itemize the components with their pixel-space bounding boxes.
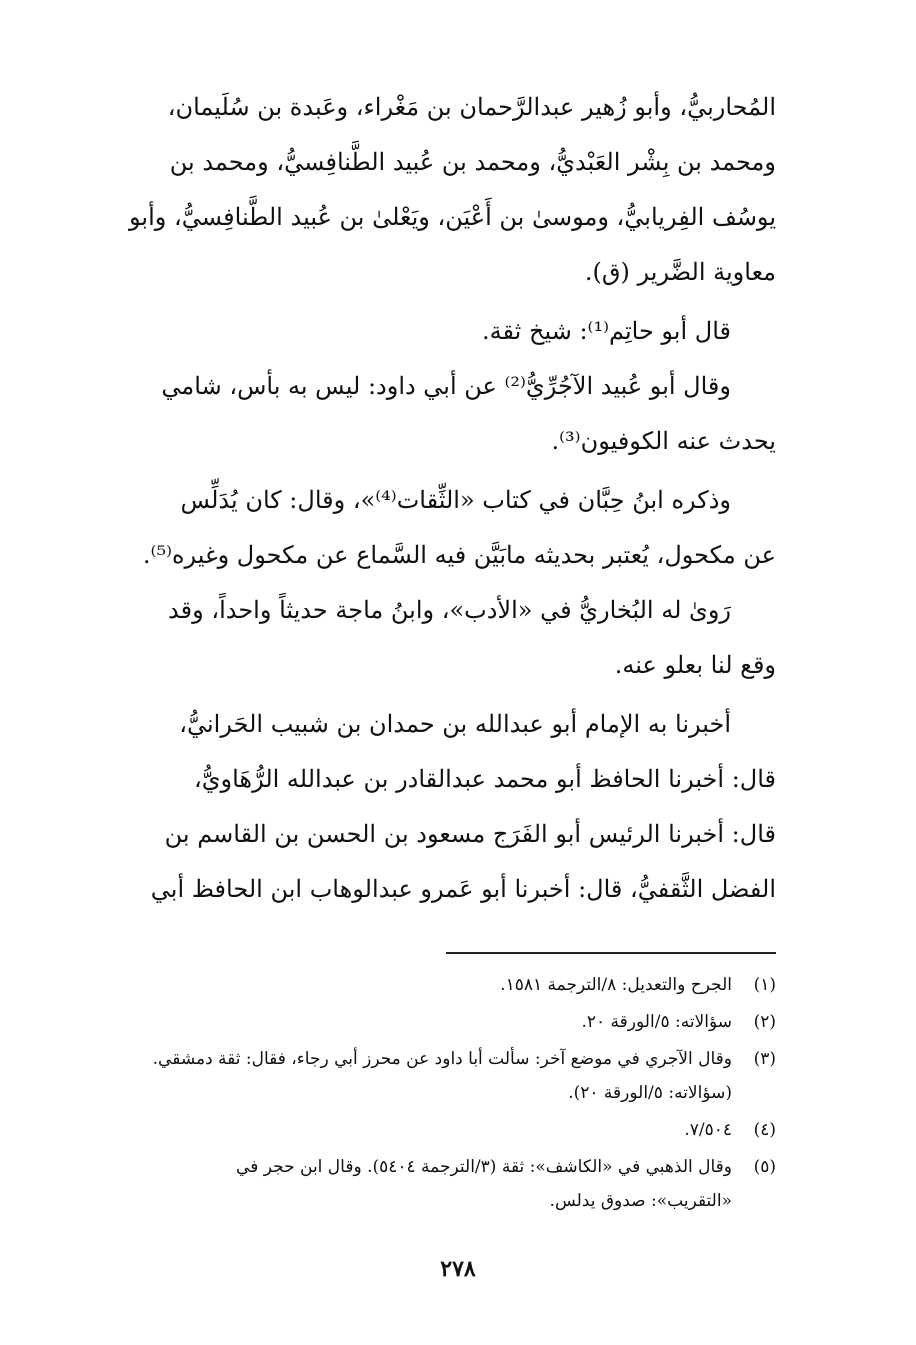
footnote (75, 1113, 776, 1147)
footnote-number: (٣) (753, 1049, 776, 1069)
footnote-number: (١) (753, 975, 776, 995)
paragraph-ajurri: وقال أبو عُبيد الآجُرِّيُّ⁽²⁾ عن أبي داود: ليس به بأس، شامي يحدث عنه الكوفيون⁽³⁾. (161, 372, 776, 455)
footnote (75, 1150, 776, 1218)
footnote-text: وقال الآجري في موضع آخر: سألت أبا داود عن محرز أبي رجاء، فقال: ثقة دمشقي. (سؤالاته: ٥/الورقة ٢٠). (152, 1049, 732, 1103)
paragraph-ibn-hibban: وذكره ابنُ حِبَّان في كتاب «الثِّقات⁽⁴⁾»، وقال: كان يُدَلِّس عن مكحول، يُعتبر بحديثه مابَيَّن فيه السَّماع عن مكحول وغيره⁽⁵⁾. (142, 486, 776, 569)
paragraph-abu-hatim: قال أبو حاتِم⁽¹⁾: شيخ ثقة. (482, 317, 731, 345)
paragraph-bukhari: رَوىٰ له البُخاريُّ في «الأدب»، وابنُ ماجة حديثاً واحداً، وقد وقع لنا بعلو عنه. (168, 596, 776, 679)
footnote-text: سؤالاته: ٥/الورقة ٢٠. (581, 1012, 732, 1032)
footnote-divider (446, 952, 776, 954)
footnote-text: الجرح والتعديل: ٨/الترجمة ١٥٨١. (500, 975, 732, 995)
main-text (75, 80, 776, 917)
footnote-number: (٤) (753, 1120, 776, 1140)
footnote-text: ٧/٥٠٤. (684, 1120, 732, 1140)
footnote (75, 1042, 776, 1110)
footnote-number: (٢) (753, 1012, 776, 1032)
page-number: ٢٧٨ (440, 1256, 476, 1282)
paragraph-narrators: المُحاربيُّ، وأبو زُهير عبدالرَّحمان بن مَغْراء، وعَبدة بن سُلَيمان، ومحمد بن بِشْر العَبْديُّ، ومحمد بن عُبيد الطَّنافِسيُّ، ومحمد بن يوسُف الفِريابيُّ، وموسىٰ بن أَعْيَن، ويَعْلىٰ بن عُبيد الطَّنافِسيُّ، وأبو معاوية الضَّرير (ق). (129, 93, 776, 286)
footnote (75, 1005, 776, 1039)
footnote (75, 968, 776, 1002)
footnote-number: (٥) (753, 1157, 776, 1177)
footnote-text: وقال الذهبي في «الكاشف»: ثقة (٣/الترجمة ٥٤٠٤). وقال ابن حجر في «التقريب»: صدوق يدلس. (236, 1157, 732, 1211)
paragraph-isnad: أخبرنا به الإمام أبو عبدالله بن حمدان بن شبيب الحَرانيُّ، قال: أخبرنا الحافظ أبو محمد عبدالقادر بن عبدالله الرُّهَاويُّ، قال: أخبرنا الرئيس أبو الفَرَج مسعود بن الحسن بن القاسم بن الفضل الثَّقفيُّ، قال: أخبرنا أبو عَمرو عبدالوهاب ابن الحافظ أبي (150, 710, 776, 903)
footnotes (75, 968, 776, 1221)
